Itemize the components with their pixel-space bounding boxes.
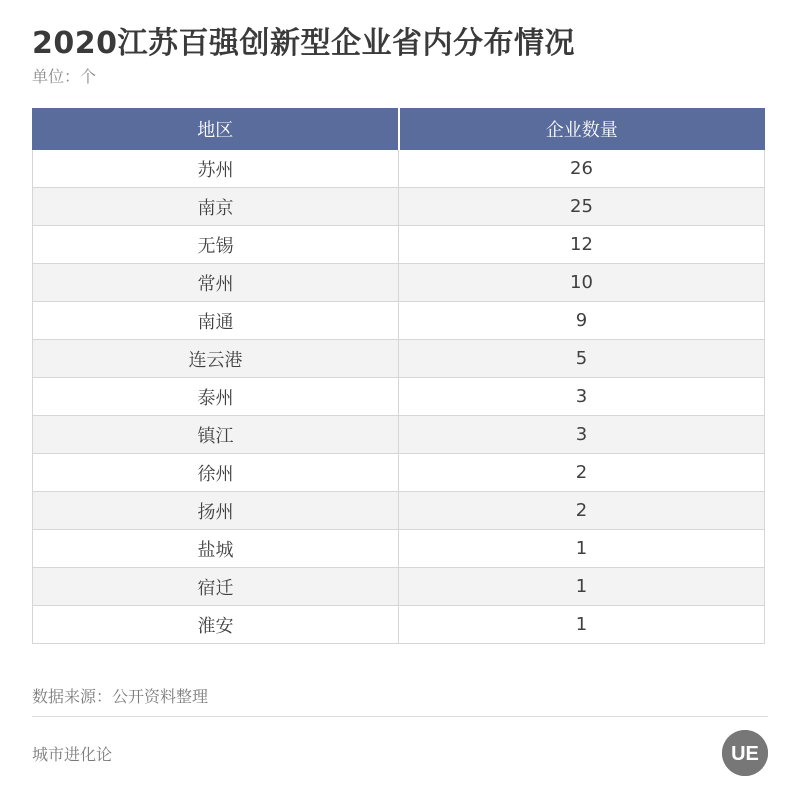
cell-count: 3	[399, 416, 765, 454]
table-row	[33, 454, 765, 492]
footer-divider	[32, 716, 768, 717]
cell-region: 连云港	[33, 340, 399, 378]
table-row	[33, 378, 765, 416]
table-body	[33, 150, 765, 644]
logo-text: UE	[731, 743, 759, 765]
cell-count: 2	[399, 454, 765, 492]
cell-count: 1	[399, 606, 765, 644]
table-row	[33, 416, 765, 454]
cell-region: 淮安	[33, 606, 399, 644]
table-row	[33, 264, 765, 302]
cell-count: 1	[399, 568, 765, 606]
cell-count: 12	[399, 226, 765, 264]
cell-count: 1	[399, 530, 765, 568]
cell-region: 泰州	[33, 378, 399, 416]
brand-logo	[722, 730, 768, 776]
cell-count: 10	[399, 264, 765, 302]
cell-region: 扬州	[33, 492, 399, 530]
page-title: 2020江苏百强创新型企业省内分布情况	[32, 26, 575, 61]
cell-region: 南通	[33, 302, 399, 340]
table-row	[33, 530, 765, 568]
unit-label: 单位：个	[32, 67, 97, 86]
distribution-table	[32, 108, 765, 644]
table-row	[33, 492, 765, 530]
cell-count: 9	[399, 302, 765, 340]
table-row	[33, 606, 765, 644]
table-row	[33, 302, 765, 340]
table-row	[33, 150, 765, 188]
cell-count: 5	[399, 340, 765, 378]
cell-region: 南京	[33, 188, 399, 226]
cell-count: 25	[399, 188, 765, 226]
cell-count: 26	[399, 150, 765, 188]
logo-icon	[722, 730, 768, 776]
data-source: 数据来源：公开资料整理	[32, 687, 209, 706]
table-header-row	[33, 109, 765, 150]
brand-name: 城市进化论	[32, 745, 113, 764]
table-row	[33, 226, 765, 264]
cell-region: 宿迁	[33, 568, 399, 606]
cell-region: 镇江	[33, 416, 399, 454]
cell-region: 无锡	[33, 226, 399, 264]
table-row	[33, 568, 765, 606]
cell-region: 盐城	[33, 530, 399, 568]
header-count: 企业数量	[399, 109, 765, 150]
cell-region: 徐州	[33, 454, 399, 492]
cell-count: 2	[399, 492, 765, 530]
cell-region: 常州	[33, 264, 399, 302]
cell-count: 3	[399, 378, 765, 416]
cell-region: 苏州	[33, 150, 399, 188]
header-region: 地区	[33, 109, 399, 150]
table-row	[33, 188, 765, 226]
table-row	[33, 340, 765, 378]
